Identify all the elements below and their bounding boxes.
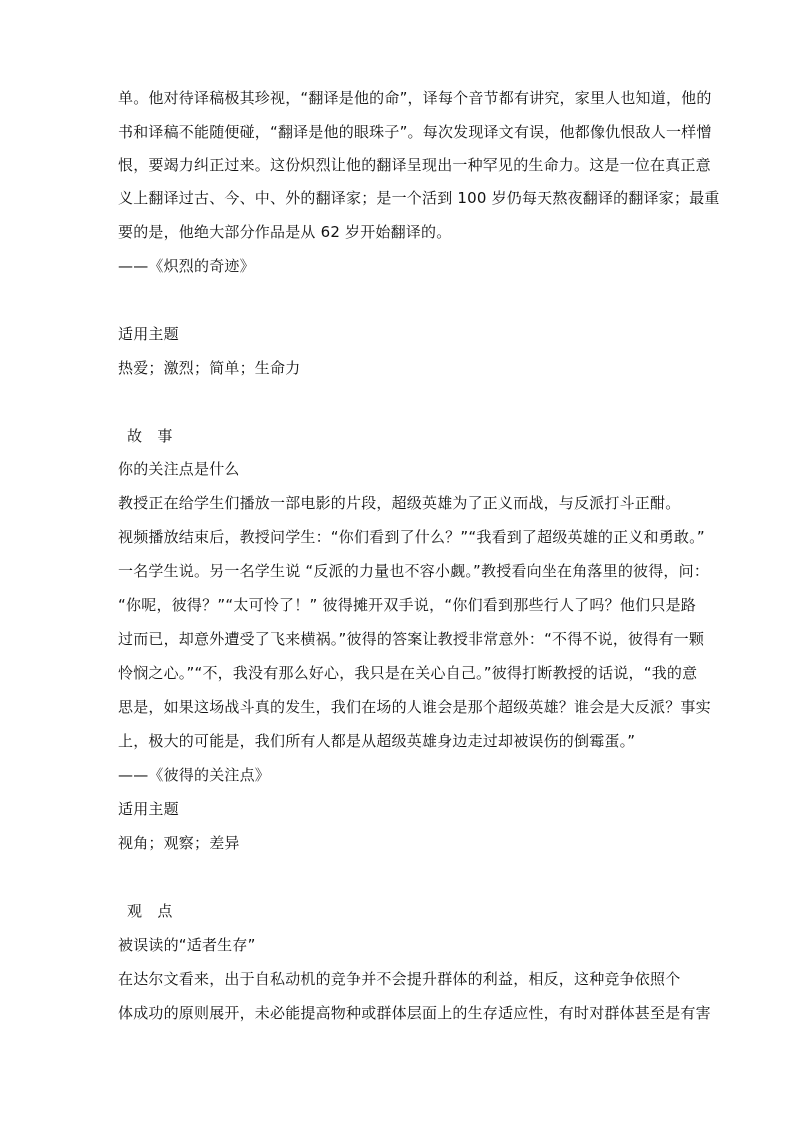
theme-label: 适用主题	[118, 325, 179, 343]
theme-text: 热爱；激烈；简单；生命力	[118, 359, 301, 377]
paragraph-line: 过而已，却意外遭受了飞来横祸。”彼得的答案让教授非常意外：“不得不说，彼得有一颗	[118, 630, 705, 648]
paragraph-line: 单。他对待译稿极其珍视，“翻译是他的命”，译每个音节都有讲究，家里人也知道，他的	[118, 89, 712, 107]
section-title: 你的关注点是什么	[118, 460, 240, 478]
source-attribution: ——《炽烈的奇迹》	[118, 257, 255, 275]
section-heading: 故 事	[127, 427, 173, 445]
paragraph-line: 上，极大的可能是，我们所有人都是从超级英雄身边走过却被误伤的倒霉蛋。”	[118, 732, 636, 750]
paragraph-line: 思是，如果这场战斗真的发生，我们在场的人谁会是那个超级英雄？谁会是大反派？事实	[118, 698, 711, 716]
theme-text: 视角；观察；差异	[118, 834, 240, 852]
section-heading: 观 点	[127, 902, 173, 920]
paragraph-line: 体成功的原则展开，未必能提高物种或群体层面上的生存适应性，有时对群体甚至是有害	[118, 1004, 711, 1022]
theme-label: 适用主题	[118, 800, 179, 818]
paragraph-line: 恨，要竭力纠正过来。这份炽烈让他的翻译呈现出一种罕见的生命力。这是一位在真正意	[118, 156, 711, 174]
source-attribution: ——《彼得的关注点》	[118, 766, 271, 784]
paragraph-line: 义上翻译过古、今、中、外的翻译家；是一个活到 100 岁仍每天熬夜翻译的翻译家；最重	[118, 189, 720, 207]
paragraph-line: 教授正在给学生们播放一部电影的片段，超级英雄为了正义而战，与反派打斗正酣。	[118, 494, 681, 512]
paragraph-line: “你呢，彼得？”“太可怜了！” 彼得摊开双手说，“你们看到那些行人了吗？他们只是路	[118, 596, 696, 614]
paragraph-line: 一名学生说。另一名学生说 “反派的力量也不容小觑。”教授看向坐在角落里的彼得，问：	[118, 562, 710, 580]
paragraph-line: 在达尔文看来，出于自私动机的竞争并不会提升群体的利益，相反，这种竞争依照个	[118, 970, 681, 988]
paragraph-line: 要的是，他绝大部分作品是从 62 岁开始翻译的。	[118, 223, 452, 241]
paragraph-line: 怜悯之心。”“不，我没有那么好心，我只是在关心自己。”彼得打断教授的话说，“我的意	[118, 664, 698, 682]
paragraph-line: 视频播放结束后，教授问学生：“你们看到了什么？”“我看到了超级英雄的正义和勇敢。”	[118, 528, 705, 546]
section-title: 被误读的“适者生存”	[118, 936, 256, 954]
paragraph-line: 书和译稿不能随便碰，“翻译是他的眼珠子”。每次发现译文有误，他都像仇恨敌人一样憎	[118, 123, 712, 141]
